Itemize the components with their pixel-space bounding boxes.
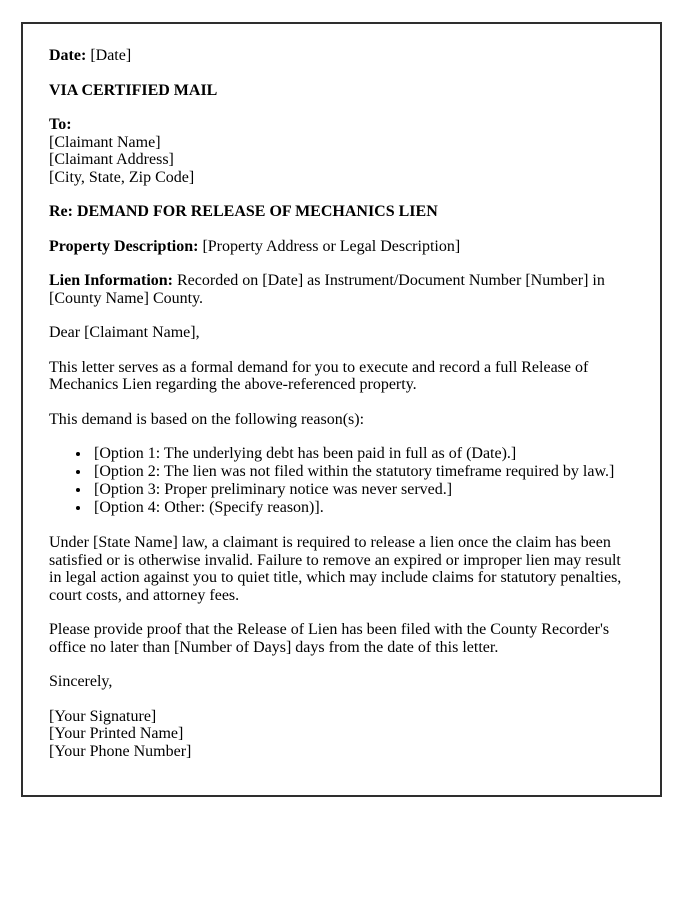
lien-information-label: Lien Information: [49, 272, 173, 289]
date-value: [Date] [90, 47, 132, 64]
recipient-address: [Claimant Address] [49, 151, 174, 168]
to-label: To: [49, 116, 72, 133]
date-label: Date: [49, 47, 87, 64]
date-line [49, 47, 634, 65]
letter-document [21, 22, 662, 797]
salutation: Dear [Claimant Name], [49, 324, 200, 341]
recipient-city-state-zip: [City, State, Zip Code] [49, 168, 195, 186]
demand-paragraph: This letter serves as a formal demand for you to execute and record a full Release of Mechanics Lien regarding the above-referenced property. [49, 358, 589, 393]
lien-information-line [49, 272, 634, 307]
property-description-label: Property Description: [49, 237, 199, 255]
legal-paragraph: Under [State Name] law, a claimant is required to release a lien once the claim has been satisfied or is otherwise invalid. Failure to remove an expired or improper lien may result in legal action against you to quiet title, which may include claims for statutory penalties, court costs, and attorney fees. [49, 534, 622, 604]
printed-name-line: [Your Printed Name] [49, 725, 184, 742]
signature-block [49, 708, 634, 761]
closing: Sincerely, [49, 673, 113, 690]
delivery-method: VIA CERTIFIED MAIL [49, 81, 218, 99]
lien-information-value: Recorded on [Date] as Instrument/Document Number [Number] in [County Name] County. [49, 272, 605, 307]
property-description-line [49, 238, 634, 256]
reason-item-1: • [Option 1: The underlying debt has been paid in full as of (Date).] [91, 445, 634, 463]
reasons-intro: This demand is based on the following reason(s): [49, 410, 365, 428]
reasons-list [49, 445, 634, 517]
reason-item-2: • [Option 2: The lien was not filed within the statutory timeframe required by law.] [91, 463, 634, 481]
recipient-name: [Claimant Name] [49, 133, 161, 151]
subject-line [49, 203, 634, 221]
property-description-value: [Property Address or Legal Description] [202, 237, 461, 255]
reason-item-4: • [Option 4: Other: (Specify reason)]. [91, 499, 634, 517]
delivery-method-line [49, 82, 634, 100]
phone-number-line: [Your Phone Number] [49, 742, 192, 760]
proof-paragraph: Please provide proof that the Release of Lien has been filed with the County Recorder's office no later than [Number of Days] days from the date of this letter. [49, 621, 610, 656]
subject-text: Re: DEMAND FOR RELEASE OF MECHANICS LIEN [49, 203, 438, 220]
reason-item-3: • [Option 3: Proper preliminary notice was never served.] [91, 481, 634, 499]
recipient-block [49, 116, 634, 186]
signature-line: [Your Signature] [49, 707, 157, 725]
